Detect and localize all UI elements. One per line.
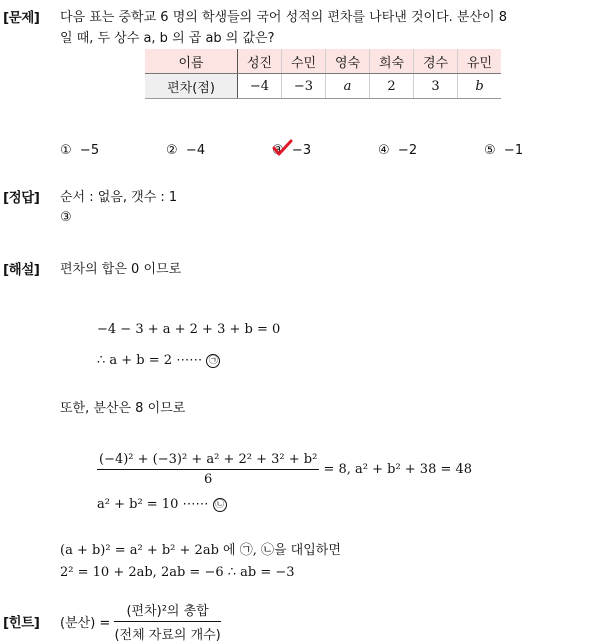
- answer-line-1: 순서 : 없음, 갯수 : 1: [60, 190, 178, 205]
- problem-line-2: 일 때, 두 상수 a, b 의 곱 ab 의 값은?: [60, 31, 275, 46]
- choice-text: −5: [79, 143, 100, 158]
- table-value-cell: 3: [414, 74, 458, 99]
- circled-mark-2: ㉡: [213, 498, 227, 512]
- table-name-cell: 희숙: [370, 49, 414, 74]
- equation-substitute: (a + b)² = a² + b² + 2ab 에 ㉠, ㉡을 대입하면: [60, 543, 341, 558]
- problem-tag: [문제]: [3, 10, 40, 26]
- table-value-cell: a: [326, 74, 370, 99]
- table-name-cell: 유민: [458, 49, 502, 74]
- hint-lhs: (분산) =: [60, 616, 111, 631]
- choice-4[interactable]: [378, 143, 417, 158]
- choice-1[interactable]: [60, 143, 99, 158]
- table-name-cell: 성진: [238, 49, 282, 74]
- solution-intro-2: 또한, 분산은 8 이므로: [60, 401, 186, 416]
- table-value-cell: −3: [282, 74, 326, 99]
- deviation-table: [145, 49, 501, 99]
- table-row-label: 편차(점): [145, 74, 238, 99]
- equation-text: ∴ a + b = 2 ⋯⋯: [97, 353, 203, 368]
- variance-fraction: [97, 452, 319, 487]
- hint-numerator: (편차)²의 총합: [114, 600, 220, 622]
- choice-number: ③: [272, 143, 284, 158]
- hint-tag: [힌트]: [3, 615, 40, 631]
- choice-text: −3: [291, 143, 312, 158]
- table-name-cell: 영숙: [326, 49, 370, 74]
- choice-text: −2: [397, 143, 418, 158]
- fraction-rhs: = 8, a² + b² + 38 = 48: [323, 462, 473, 477]
- table-value-cell: −4: [238, 74, 282, 99]
- hint-formula: [60, 600, 221, 643]
- equation-result: 2² = 10 + 2ab, 2ab = −6 ∴ ab = −3: [60, 565, 295, 580]
- choice-text: −1: [503, 143, 524, 158]
- table-name-cell: 경수: [414, 49, 458, 74]
- answer-value: ③: [60, 210, 72, 225]
- table-value-cell: 2: [370, 74, 414, 99]
- hint-fraction: [114, 600, 220, 643]
- equation-text: a² + b² = 10 ⋯⋯: [97, 497, 209, 512]
- answer-tag: [정답]: [3, 190, 40, 206]
- problem-line-1: 다음 표는 중학교 6 명의 학생들의 국어 성적의 편차를 나타낸 것이다. 분산이 8: [60, 10, 508, 25]
- circled-mark-1: ㉠: [206, 354, 220, 368]
- table-value-cell: b: [458, 74, 502, 99]
- checkmark-icon: [270, 138, 294, 158]
- choice-number: ②: [166, 143, 178, 158]
- variance-equation: [97, 452, 472, 487]
- fraction-denominator: 6: [204, 472, 213, 487]
- table-name-cell: 수민: [282, 49, 326, 74]
- equation-square-sum: [97, 497, 227, 512]
- fraction-numerator: (−4)² + (−3)² + a² + 2² + 3² + b²: [97, 452, 319, 470]
- choice-number: ⑤: [484, 143, 496, 158]
- choice-number: ④: [378, 143, 390, 158]
- solution-tag: [해설]: [3, 262, 40, 278]
- hint-denominator: (전체 자료의 개수): [114, 628, 221, 643]
- choice-5[interactable]: [484, 143, 523, 158]
- solution-intro: 편차의 합은 0 이므로: [60, 262, 182, 277]
- choice-number: ①: [60, 143, 72, 158]
- equation-a-plus-b: [97, 353, 220, 368]
- table-header-label: 이름: [145, 49, 238, 74]
- choice-2[interactable]: [166, 143, 205, 158]
- equation-sum: −4 − 3 + a + 2 + 3 + b = 0: [97, 322, 281, 337]
- choice-text: −4: [185, 143, 206, 158]
